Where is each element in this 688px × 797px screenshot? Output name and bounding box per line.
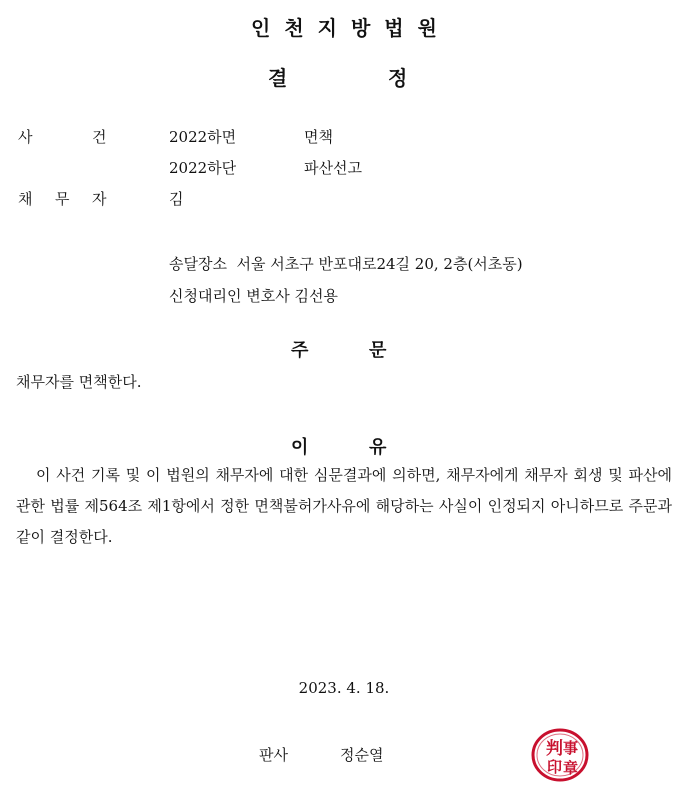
case-type: 면책 (304, 128, 333, 146)
judge-seal (530, 728, 590, 782)
svg-text:印: 印 (547, 758, 563, 776)
debtor-label-char: 자 (92, 190, 107, 208)
judge-name: 정순열 (340, 746, 384, 764)
debtor-name: 김 (169, 190, 184, 208)
debtor-label-char: 무 (55, 190, 70, 208)
svg-text:事: 事 (563, 739, 579, 757)
case-type: 파산선고 (304, 159, 362, 177)
document-type-left: 결 (268, 66, 288, 90)
court-name: 인천지방법원 (251, 16, 451, 40)
case-number: 2022하면 (169, 128, 237, 146)
reason-heading-left: 이 (291, 437, 309, 458)
order-text: 채무자를 면책한다. (16, 373, 142, 391)
representative: 신청대리인 변호사 김선용 (169, 287, 338, 305)
reason-heading-right: 유 (369, 437, 387, 458)
svg-text:判: 判 (546, 739, 563, 759)
document-type-right: 정 (388, 66, 408, 90)
order-heading-left: 주 (291, 340, 309, 361)
service-address: 송달장소 서울 서초구 반포대로24길 20, 2층(서초동) (169, 255, 523, 273)
svg-text:章: 章 (563, 759, 579, 777)
case-label-char: 사 (18, 128, 33, 146)
case-label-char: 건 (92, 128, 107, 146)
order-heading-right: 문 (369, 340, 387, 361)
judge-title: 판사 (259, 746, 288, 764)
debtor-label-char: 채 (18, 190, 33, 208)
case-number: 2022하단 (169, 159, 237, 177)
decision-date: 2023. 4. 18. (298, 679, 390, 697)
reason-text: 이 사건 기록 및 이 법원의 채무자에 대한 심문결과에 의하면, 채무자에게 채무자 회생 및 파산에 관한 법률 제564조 제1항에서 정한 면책불허가사유에 해당하는 사실이 인정되지 아니하므로 주문과 같이 결정한다. (16, 466, 672, 546)
